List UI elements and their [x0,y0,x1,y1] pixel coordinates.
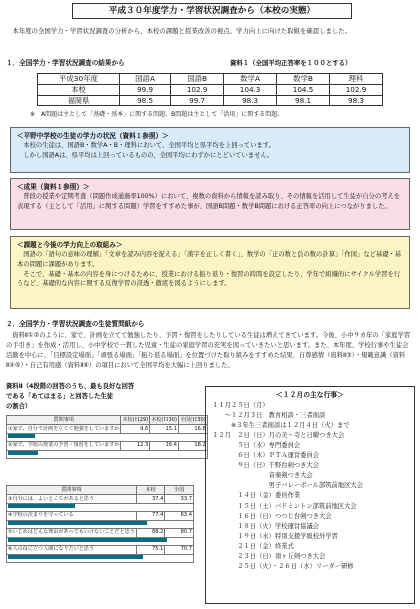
survey-row [7,528,194,537]
survey-bar-row [7,520,194,528]
survey-row [7,545,194,554]
survey-question: ⑥人の役に立つ人間になりたいと思う [7,545,137,554]
survey-bar-row [7,537,194,545]
survey-value: 80.7 [165,528,194,537]
survey-value: 18.2 [178,441,207,450]
material2-caption-line: 資料Ⅱ（4段階の回答のうち、最も良好な回答 [6,383,135,390]
page-title: 平成３０年度学力・学習状況調査から（本校の実態） [72,3,352,19]
survey-bar [8,538,167,542]
score-cell: 98.3 [330,95,383,106]
score-cell: 104.3 [224,84,277,95]
schedule-item: １８日（火）学校運営協議会 [212,522,320,530]
score-header-cell: 国語B [171,74,224,85]
survey-bar-row [7,434,208,442]
schedule-title: ＜１２月の主な行事＞ [276,391,344,399]
schedule-item: １２月 ２日（日）月の美・寺と日曜つき大会 [212,432,345,440]
score-cell: 102.9 [171,84,224,95]
schedule-list [212,401,408,572]
survey-bar [8,555,143,559]
score-header-cell: 数学A [224,74,277,85]
schedule-item: ２１日（金）終業式 [212,542,294,550]
results-box-text: 普段の授業や定期考査（問題作成通過率100%）において、複数の資料から情報を読み取り、その情報を活用して生徒が自分の考えを表現する（主として「活用」に関する問題）学習をすすめた事が、国語B問題・数学B問題における正答率の向上につながりました。 [17,193,401,210]
survey-value: 77.4 [136,511,165,520]
survey-value: 70.7 [165,545,194,554]
material2-caption-line: の割合） [6,402,32,410]
survey-bar-row [7,450,208,458]
schedule-item: １４日（金）委員作業 [212,492,301,500]
survey-value: 16.6 [178,425,207,434]
issues-box-heading: ＜課題と今後の学力向上の取組み＞ [17,241,123,249]
survey-row [7,425,208,434]
schedule-item: １１月２５日（月） [212,401,269,409]
survey-question: ⑤いじめはどんな理由があってもいけないことだと思う [8,529,135,536]
score-header-cell: 国語A [120,74,171,85]
score-table-header [38,74,383,85]
status-box-line: 本校の生徒は、国語B・数学A・B・理科において、全国平均と県平均を上回っています。 [23,142,275,150]
survey-table-2 [6,485,194,563]
survey-header-cell: 本校(Ｈ29) [122,416,149,423]
material2-caption [6,382,196,411]
score-cell: 99.7 [171,95,224,106]
schedule-item: ９日（日）千野台剣つき大会 [212,462,320,470]
score-cell: 98.5 [120,95,171,106]
survey-header-row [7,416,208,425]
schedule-item: １６日（日）つつじ台剣つき大会 [212,512,332,520]
material1-caption: 資料１（全国平均正答率を１００とする） [230,59,352,67]
survey-header-cell: 全国 [165,486,194,495]
section2-body: 資料Ⅱ①②のように、家で、計画を立てて勉強したり、予習・復習をしたりしている生徒は増えてきています。今後、小中９カ年の「家庭学習の手引き」を作成・活用し、小中学校で一貫した児童・生徒の家庭学習の充実を図っていきたいと思います。また、本年度、学校行事や生徒会活動を中心に、「目標設定場面」「頑張る場面」「振り返る場面」を位置づけた取り組みをすすめた結果、自尊感情（資料Ⅱ③）・規範意識（資料Ⅱ④⑤）・自己有用感（資料Ⅱ⑥）の項目において全国平均を大幅に上回りました。 [6,332,411,370]
survey-value: 88.2 [136,528,165,537]
survey-bar-row [7,504,194,512]
schedule-item: ６日（木）ＰＴＡ運営委員会 [212,452,320,460]
schedule-item: ２３日（日）南ヶ丘剣つき大会 [212,552,326,560]
score-cell: 99.9 [120,84,171,95]
survey-question: ①家で、自分で計画を立てて勉強をしていますか [8,425,120,432]
score-header-cell: 平成30年度 [38,74,120,85]
survey-table-1 [6,415,208,459]
survey-value: 16.4 [150,441,179,450]
score-header-cell: 理科 [330,74,383,85]
score-cell: 本校 [38,84,120,95]
schedule-item: ５日（水）専門委員会 [212,442,301,450]
survey-question: ②家で、学校の授業の予習・復習をしていますか [8,442,120,449]
section1-heading: １．全国学力・学習状況調査の結果から [6,59,125,67]
status-box-line: しかし国語Aは、県平均は上回っているものの、全国平均にわずかにとどいていません。 [23,151,274,159]
survey-header-row [7,486,194,495]
survey-value: 37.4 [136,495,165,504]
survey-header-cell: 質問事項 [7,416,121,425]
survey-bar [8,434,35,438]
score-cell: 98.3 [224,95,277,106]
section1-note: ※ A問題は主として「基礎・基本」に関する問題、B問題は主として「活用」に関する問題。 [30,111,284,118]
score-header-cell: 数学B [277,74,330,85]
material2-caption-line: である「あてはまる」と回答した生徒 [6,392,114,400]
score-cell: 福岡県 [38,95,120,106]
score-cell: 98.1 [277,95,330,106]
survey-value: 9.6 [121,425,150,434]
survey-value: 12.3 [121,441,150,450]
results-box [10,178,410,230]
survey-header-cell: 質問事項 [7,486,137,495]
survey-header-cell: 全国(Ｈ30) [179,416,206,423]
december-schedule [205,386,415,604]
results-box-heading: ＜成果（資料１参照）＞ [17,183,90,191]
survey-value: 75.1 [136,545,165,554]
issues-box [10,236,410,309]
score-table [37,73,383,106]
survey-chart [6,415,206,603]
schedule-item: ※３年生三者面談は１２月４日（火）まで [212,422,350,429]
survey-row [7,441,208,450]
score-cell: 104.5 [277,84,330,95]
schedule-item: 〜１２月３日 教育相談・三者面談 [212,411,326,419]
schedule-item: 男子バレーボール部筑前地区大会 [212,482,363,490]
survey-value: 63.4 [165,511,194,520]
schedule-item: １５日（土）バドミントン部筑前地区大会 [212,502,357,510]
survey-question: ③自分には、よいところがあると思う [7,495,137,504]
schedule-item: ２５日（火）・２６日（水）リーダー研修 [212,562,354,570]
status-box [10,127,410,173]
status-box-heading: ＜平野中学校の生徒の学力の状況（資料１参照）＞ [17,132,169,140]
survey-row [7,495,194,504]
score-row-school [38,84,383,95]
issues-box-line: 国語の「語句の意味の理解」「文章を読み内容を捉える」「漢字を正しく書く」、数学の「正の数と負の数の計算」「作図」など基礎・基本の問題に課題があります。 [17,251,402,268]
survey-question: ④学校の決まりを守っている [7,511,137,520]
survey-bar [8,521,147,525]
survey-bar [8,504,75,508]
intro-text: 本年度の全国学力・学習状況調査の分析から、本校の課題と授業改善の視点、学力向上に向けた取組を確認しました。 [12,27,352,35]
survey-value: 33.7 [165,495,194,504]
schedule-item: 音楽剣つき大会 [212,472,313,480]
survey-row [7,511,194,520]
survey-header-cell: 本校(Ｈ30) [151,416,177,423]
score-row-prefecture [38,95,383,106]
schedule-item: １９日（水）特別支援学級校外学習 [212,532,338,540]
issues-box-line: そこで、基礎・基本の内容を身につけるために、授業における振り返り・復習の時間を設定したり、学年で組織的にサイクル学習を行うなど、基礎的な内容に関する反復学習の浸透・徹底を図るようにします。 [17,270,401,288]
section2-heading: ２．全国学力・学習状況調査の生徒質問紙から [6,320,145,328]
score-cell: 102.9 [330,84,383,95]
survey-bar [8,451,38,455]
survey-bar-row [7,554,194,562]
survey-value: 15.1 [150,425,179,434]
survey-header-cell: 本校 [136,486,165,495]
